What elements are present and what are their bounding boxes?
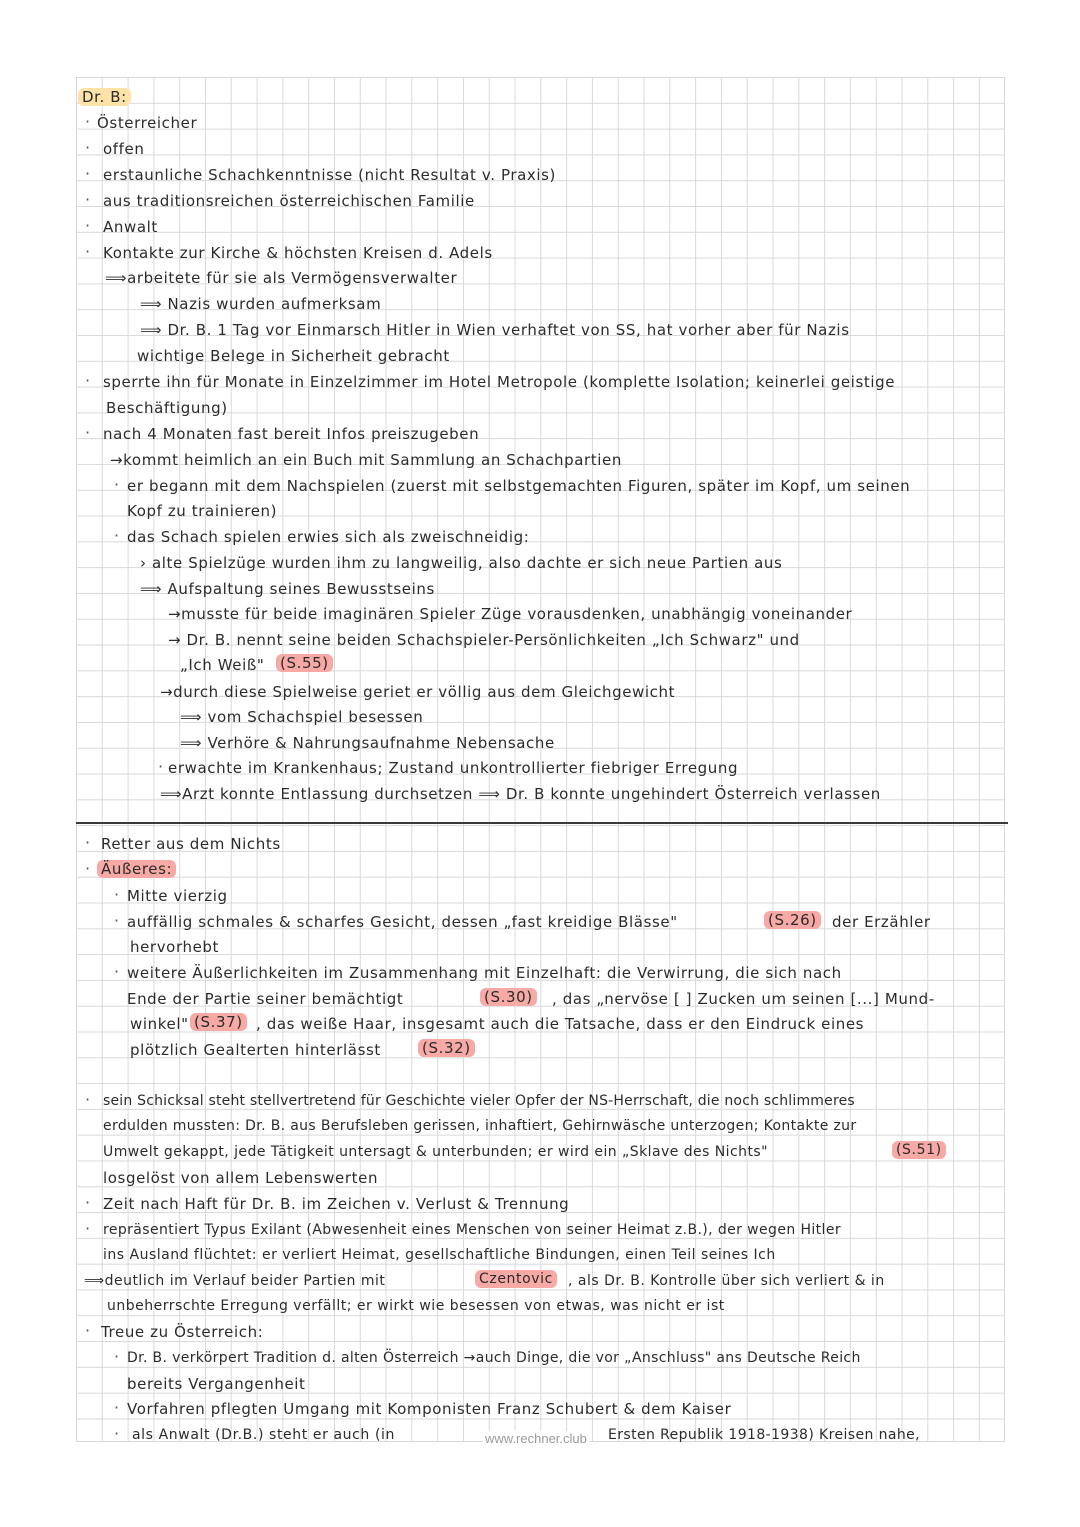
bullet: · [114, 1424, 120, 1443]
bullet: · [85, 216, 91, 235]
note-line: offen [103, 140, 145, 158]
page-reference: (S.55) [276, 654, 333, 672]
bullet: · [114, 962, 120, 981]
bullet: · [85, 1321, 91, 1340]
note-line: Ersten Republik 1918-1938) Kreisen nahe, [608, 1427, 920, 1443]
highlighted-name: Czentovic [475, 1270, 557, 1288]
note-line: Anwalt [103, 218, 158, 236]
page-reference: (S.30) [480, 988, 537, 1006]
note-line: winkel" [130, 1015, 189, 1033]
bullet: · [114, 1347, 120, 1366]
note-line: Österreicher [97, 114, 198, 132]
note-line: Zeit nach Haft für Dr. B. im Zeichen v. Verlust & Trennung [103, 1195, 570, 1213]
section-title: Dr. B: [78, 88, 131, 106]
bullet: · [85, 112, 91, 131]
note-line: Beschäftigung) [106, 399, 228, 417]
note-line: aus traditionsreichen österreichischen Familie [103, 192, 475, 210]
note-line: Dr. B. verkörpert Tradition d. alten Österreich →auch Dinge, die vor „Anschluss" ans Deutsche Reich [127, 1350, 861, 1366]
bullet: · [114, 885, 120, 904]
bullet: · [85, 1219, 91, 1238]
bullet: · [85, 138, 91, 157]
note-line: losgelöst von allem Lebenswerten [103, 1169, 379, 1187]
page-reference: (S.26) [764, 911, 821, 929]
note-line: Vorfahren pflegten Umgang mit Komponisten Franz Schubert & dem Kaiser [127, 1400, 732, 1418]
bullet: · [85, 371, 91, 390]
note-line: unbeherrschte Erregung verfällt; er wirkt wie besessen von etwas, was nicht er ist [107, 1298, 725, 1314]
note-line: ⟹ Verhöre & Nahrungsaufnahme Nebensache [180, 734, 555, 752]
bullet: · [114, 1398, 120, 1417]
note-line: , das „nervöse [ ] Zucken um seinen [...] Mund- [552, 990, 935, 1008]
bullet: · [85, 242, 91, 261]
note-line: › alte Spielzüge wurden ihm zu langweilig, also dachte er sich neue Partien aus [140, 554, 783, 572]
note-line: →kommt heimlich an ein Buch mit Sammlung an Schachpartien [110, 451, 622, 469]
bullet: · [85, 1193, 91, 1212]
bullet: · [85, 833, 91, 852]
bullet: · [85, 164, 91, 183]
note-line: auffällig schmales & scharfes Gesicht, dessen „fast kreidige Blässe" [127, 913, 678, 931]
note-line: Kontakte zur Kirche & höchsten Kreisen d. Adels [103, 244, 493, 262]
bullet: · [85, 190, 91, 209]
section-divider [76, 822, 1008, 824]
note-line: sperrte ihn für Monate in Einzelzimmer im Hotel Metropole (komplette Isolation; keinerlei geistige [103, 373, 896, 391]
note-line: ⟹deutlich im Verlauf beider Partien mit [84, 1273, 386, 1289]
note-line: der Erzähler [832, 913, 931, 931]
note-line: → Dr. B. nennt seine beiden Schachspieler-Persönlichkeiten „Ich Schwarz" und [168, 631, 800, 649]
note-line: Kopf zu trainieren) [127, 502, 278, 520]
note-line: ⟹ vom Schachspiel besessen [180, 708, 424, 726]
bullet: · [114, 911, 120, 930]
note-line: Treue zu Österreich: [101, 1323, 264, 1341]
note-line: Retter aus dem Nichts [101, 835, 281, 853]
note-line: weitere Äußerlichkeiten im Zusammenhang mit Einzelhaft: die Verwirrung, die sich nach [127, 964, 842, 982]
note-line: ⟹arbeitete für sie als Vermögensverwalter [105, 269, 458, 287]
note-line: ⟹ Dr. B. 1 Tag vor Einmarsch Hitler in Wien verhaftet von SS, hat vorher aber für Nazis [140, 321, 850, 339]
note-line: plötzlich Gealterten hinterlässt [130, 1041, 381, 1059]
note-line: nach 4 Monaten fast bereit Infos preiszugeben [103, 425, 480, 443]
note-line: ⟹ Nazis wurden aufmerksam [140, 295, 382, 313]
note-line: Mitte vierzig [127, 887, 228, 905]
note-line: wichtige Belege in Sicherheit gebracht [137, 347, 450, 365]
bullet: · [114, 526, 120, 545]
bullet: · [85, 1090, 91, 1109]
note-line: erstaunliche Schachkenntnisse (nicht Resultat v. Praxis) [103, 166, 556, 184]
subsection-title: Äußeres: [97, 860, 176, 878]
note-line: Ende der Partie seiner bemächtigt [127, 990, 404, 1008]
note-line: „Ich Weiß" [180, 656, 265, 674]
bullet: · [114, 475, 120, 494]
note-line: hervorhebt [130, 938, 219, 956]
note-line: er begann mit dem Nachspielen (zuerst mit selbstgemachten Figuren, später im Kopf, um seinen [127, 477, 911, 495]
page-reference: (S.37) [190, 1013, 247, 1031]
note-line: →musste für beide imaginären Spieler Züge vorausdenken, unabhängig voneinander [168, 605, 853, 623]
note-line: erdulden mussten: Dr. B. aus Berufsleben gerissen, inhaftiert, Gehirnwäsche unterzogen; Kontakte zur [103, 1118, 857, 1134]
note-line: , das weiße Haar, insgesamt auch die Tatsache, dass er den Eindruck eines [256, 1015, 865, 1033]
bullet: · [158, 757, 164, 776]
note-line: erwachte im Krankenhaus; Zustand unkontrollierter fiebriger Erregung [168, 759, 739, 777]
note-line: das Schach spielen erwies sich als zweischneidig: [127, 528, 530, 546]
note-line: als Anwalt (Dr.B.) steht er auch (in [132, 1427, 395, 1443]
page-reference: (S.32) [418, 1039, 475, 1057]
note-line: sein Schicksal steht stellvertretend für Geschichte vieler Opfer der NS-Herrschaft, die noch schlimmeres [103, 1093, 855, 1109]
watermark: www.rechner.club [485, 1431, 587, 1446]
note-line: →durch diese Spielweise geriet er völlig aus dem Gleichgewicht [160, 683, 676, 701]
page-reference: (S.51) [892, 1141, 946, 1159]
bullet: · [85, 423, 91, 442]
note-line: ins Ausland flüchtet: er verliert Heimat, gesellschaftliche Bindungen, einen Teil seines Ich [103, 1247, 776, 1263]
note-line: ⟹ Aufspaltung seines Bewusstseins [140, 580, 435, 598]
note-line: , als Dr. B. Kontrolle über sich verliert & in [568, 1273, 885, 1289]
note-line: bereits Vergangenheit [127, 1375, 306, 1393]
bullet: · [85, 859, 91, 878]
note-line: Umwelt gekappt, jede Tätigkeit untersagt & unterbunden; er wird ein „Sklave des Nichts" [103, 1144, 769, 1160]
note-line: ⟹Arzt konnte Entlassung durchsetzen ⟹ Dr. B konnte ungehindert Österreich verlassen [160, 785, 881, 803]
note-line: repräsentiert Typus Exilant (Abwesenheit eines Menschen von seiner Heimat z.B.), der wegen Hitler [103, 1222, 842, 1238]
